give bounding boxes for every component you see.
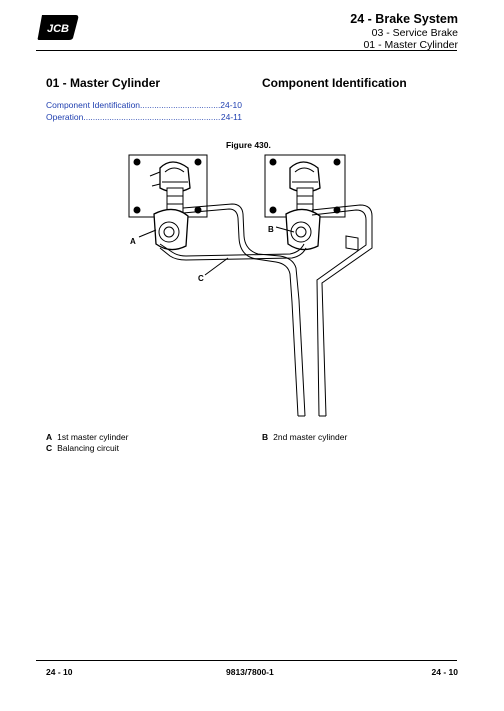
brake-pipes xyxy=(183,204,372,416)
legend-item-a xyxy=(46,432,128,442)
toc-label: Operation xyxy=(46,112,84,122)
figure-caption: Figure 430. xyxy=(226,140,271,150)
chapter-title: 24 - Brake System xyxy=(350,12,458,26)
toc-link-operation[interactable] xyxy=(46,112,242,122)
component-id-heading: Component Identification xyxy=(262,76,407,90)
toc-label: Component Identification xyxy=(46,100,141,110)
footer-rule xyxy=(36,660,457,661)
pipe-fitting xyxy=(346,236,358,250)
callout-c: C xyxy=(198,274,204,283)
leader-c xyxy=(205,258,228,275)
subsection-subtitle: 01 - Master Cylinder xyxy=(363,39,458,51)
toc-link-component-identification[interactable] xyxy=(46,100,242,110)
legend-text: 1st master cylinder xyxy=(57,432,129,442)
toc-page: 24-11 xyxy=(220,112,242,122)
footer-page-right: 24 - 10 xyxy=(431,667,458,677)
toc-page: 24-10 xyxy=(220,100,242,110)
svg-text:JCB: JCB xyxy=(46,23,70,35)
jcb-logo xyxy=(36,12,80,42)
header-rule xyxy=(36,50,457,51)
section-subtitle: 03 - Service Brake xyxy=(371,27,458,39)
legend-item-b xyxy=(262,432,347,442)
legend-item-c xyxy=(46,443,119,453)
toc-leader xyxy=(83,112,221,122)
footer-page-left: 24 - 10 xyxy=(46,667,73,677)
callout-a: A xyxy=(130,237,136,246)
legend-key: B xyxy=(262,432,269,442)
section-title: 01 - Master Cylinder xyxy=(46,76,161,90)
legend-text: 2nd master cylinder xyxy=(273,432,348,442)
legend-key: A xyxy=(46,432,53,442)
master-cylinder-figure xyxy=(118,148,380,428)
callout-b: B xyxy=(268,225,274,234)
leader-a xyxy=(139,230,156,237)
legend-key: C xyxy=(46,443,53,453)
page-header xyxy=(350,12,458,51)
legend-text: Balancing circuit xyxy=(57,443,120,453)
footer-doc-number: 9813/7800-1 xyxy=(226,667,274,677)
toc-leader xyxy=(140,100,220,110)
